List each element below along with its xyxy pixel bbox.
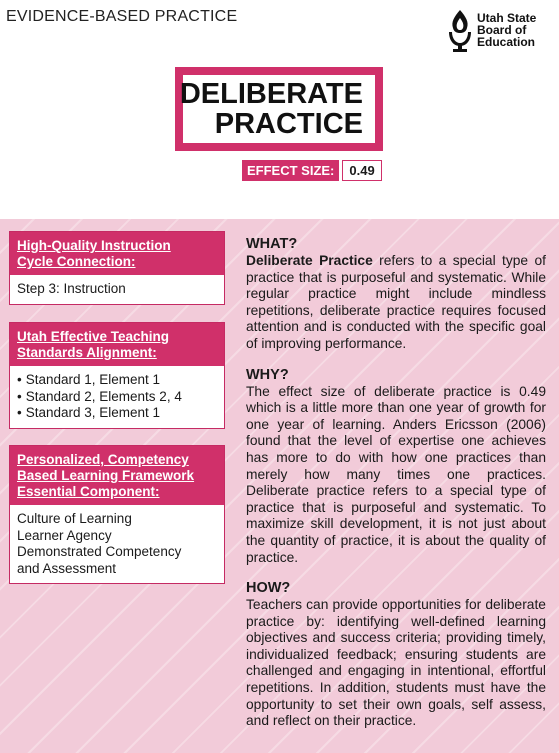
title-line-1: DELIBERATE xyxy=(179,78,363,110)
what-term: Deliberate Practice xyxy=(246,253,373,268)
logo-line-2: Board of xyxy=(477,23,527,37)
card-body-line: Demonstrated Competency xyxy=(17,544,182,559)
title-line-2: PRACTICE xyxy=(214,108,363,140)
logo-text xyxy=(477,12,536,48)
how-paragraph: Teachers can provide opportunities for deliberate practice by: identifying well-defined learning objectives and success criteria; providing timely, individualized feedback; ensuring students are challenged and engaging in intentional, effortful repetitions. In addition, students must have the opportunity to set their own goals, self assess, and reflect on their practice. xyxy=(246,597,546,729)
card-body-line: Learner Agency xyxy=(17,527,112,543)
why-heading: WHY? xyxy=(246,366,289,383)
list-item: • Standard 1, Element 1 xyxy=(17,372,217,389)
card-title-line: Cycle Connection: xyxy=(17,254,136,269)
why-section xyxy=(246,367,546,567)
how-heading: HOW? xyxy=(246,580,291,597)
card-teaching-standards xyxy=(9,322,225,429)
card-instruction-cycle xyxy=(9,231,225,305)
card-body xyxy=(10,275,224,304)
what-paragraph xyxy=(246,253,546,353)
card-competency-framework xyxy=(9,445,225,584)
card-body-line: Step 3: Instruction xyxy=(17,281,126,296)
card-title xyxy=(10,446,224,505)
card-body xyxy=(10,366,224,428)
effect-size-badge xyxy=(242,160,382,181)
main-content xyxy=(246,236,546,744)
card-body-line: and Assessment xyxy=(17,560,117,576)
title-frame xyxy=(175,67,383,151)
card-title-line: Essential Component: xyxy=(17,484,160,499)
what-heading: WHAT? xyxy=(246,236,298,252)
document-category-label: EVIDENCE-BASED PRACTICE xyxy=(6,8,238,25)
effect-size-value: 0.49 xyxy=(342,160,381,181)
effect-size-label: EFFECT SIZE: xyxy=(242,160,339,181)
card-body-line: Culture of Learning xyxy=(17,511,132,526)
card-title-line: Utah Effective Teaching xyxy=(17,329,170,344)
why-paragraph: The effect size of deliberate practice is 0.49 which is a little more than one year of growth for one year of learning. Anders Ericsson (2006) found that the level of expertise one achieves has more to do with how one practices than merely how many times one practices. Deliberate practice refers to a special type of practice that is purposeful and systematic. To maximize skill development, it is not just about the quantity of practice, it is about the quality of practice. xyxy=(246,383,546,565)
card-title xyxy=(10,232,224,275)
standards-list xyxy=(17,372,217,422)
how-section xyxy=(246,580,546,730)
usbe-logo xyxy=(446,8,552,52)
card-body xyxy=(10,505,224,583)
list-item: • Standard 2, Elements 2, 4 xyxy=(17,389,217,406)
page-title xyxy=(179,75,375,143)
flame-torch-icon xyxy=(446,8,474,52)
logo-line-1: Utah State xyxy=(477,11,537,25)
what-text: refers to a special type of practice that is purposeful and systematic. While regular practice might include mindless repetitions, deliberate practice requires focused attention and is conducted with the specific goal of improving performance. xyxy=(246,253,546,351)
card-title-line: Based Learning Framework xyxy=(17,468,195,483)
card-title-line: Personalized, Competency xyxy=(17,452,189,467)
card-title-line: Standards Alignment: xyxy=(17,345,157,360)
what-section xyxy=(246,236,546,353)
card-title xyxy=(10,323,224,366)
list-item: • Standard 3, Element 1 xyxy=(17,405,217,422)
logo-line-3: Education xyxy=(477,35,536,49)
card-title-line: High-Quality Instruction xyxy=(17,238,171,253)
